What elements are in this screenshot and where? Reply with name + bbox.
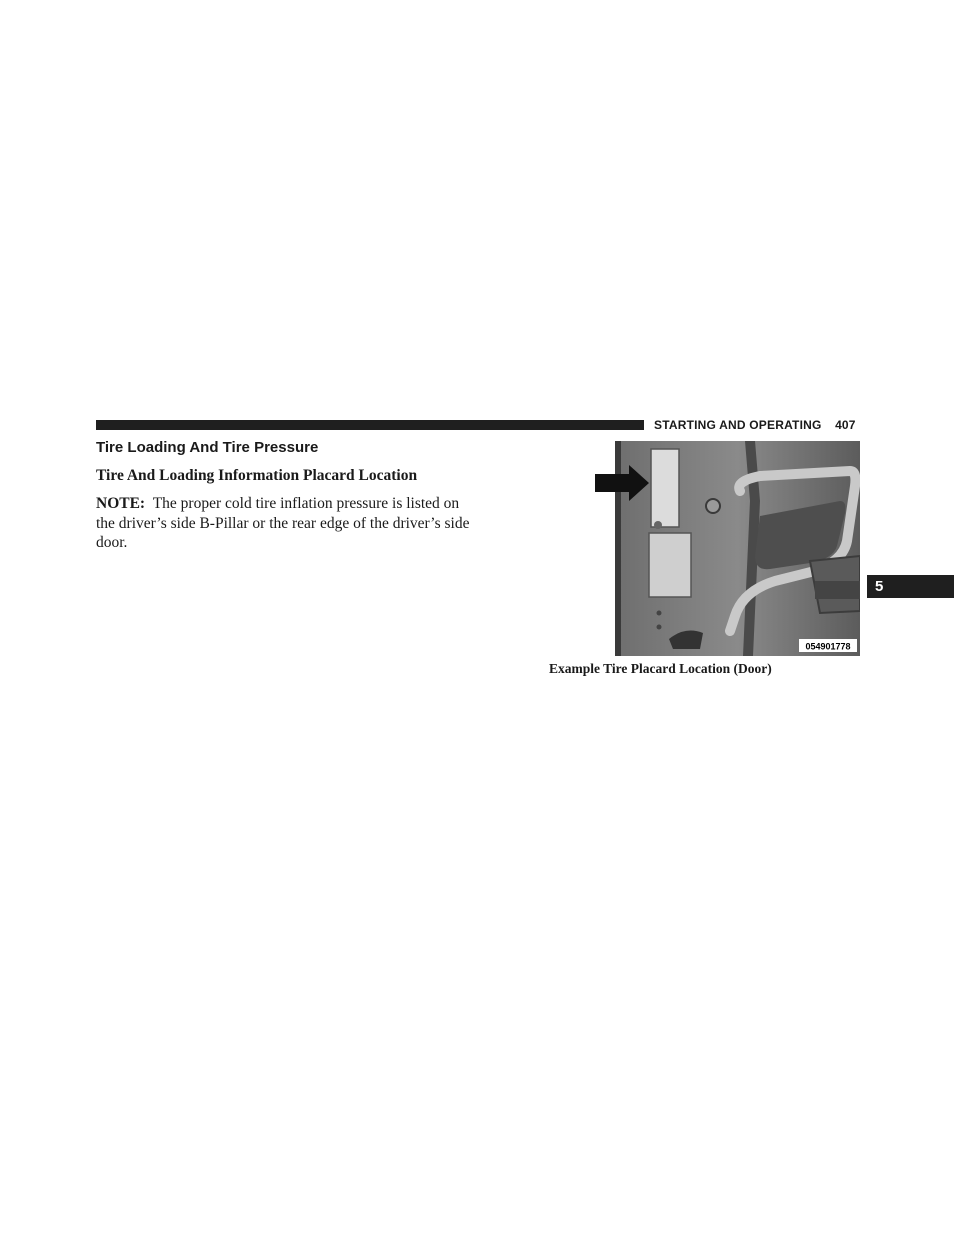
header-rule bbox=[96, 420, 644, 430]
note-paragraph bbox=[96, 494, 476, 553]
note-text: The proper cold tire inflation pressure is listed on the driver’s side B-Pillar or the rear edge of the driver’s side door. bbox=[96, 495, 470, 551]
running-header bbox=[654, 418, 856, 432]
figure-caption: Example Tire Placard Location (Door) bbox=[549, 661, 772, 676]
figure-id-label: 054901778 bbox=[805, 641, 851, 652]
door-illustration bbox=[585, 441, 860, 656]
door-placard-figure bbox=[585, 441, 860, 656]
section-title: Tire Loading And Tire Pressure bbox=[96, 439, 319, 456]
page-number: 407 bbox=[835, 418, 856, 432]
subsection-title: Tire And Loading Information Placard Location bbox=[96, 467, 418, 484]
note-label: NOTE: bbox=[96, 495, 146, 512]
chapter-tab: 5 bbox=[867, 575, 954, 598]
header-section-title: STARTING AND OPERATING bbox=[654, 418, 822, 432]
